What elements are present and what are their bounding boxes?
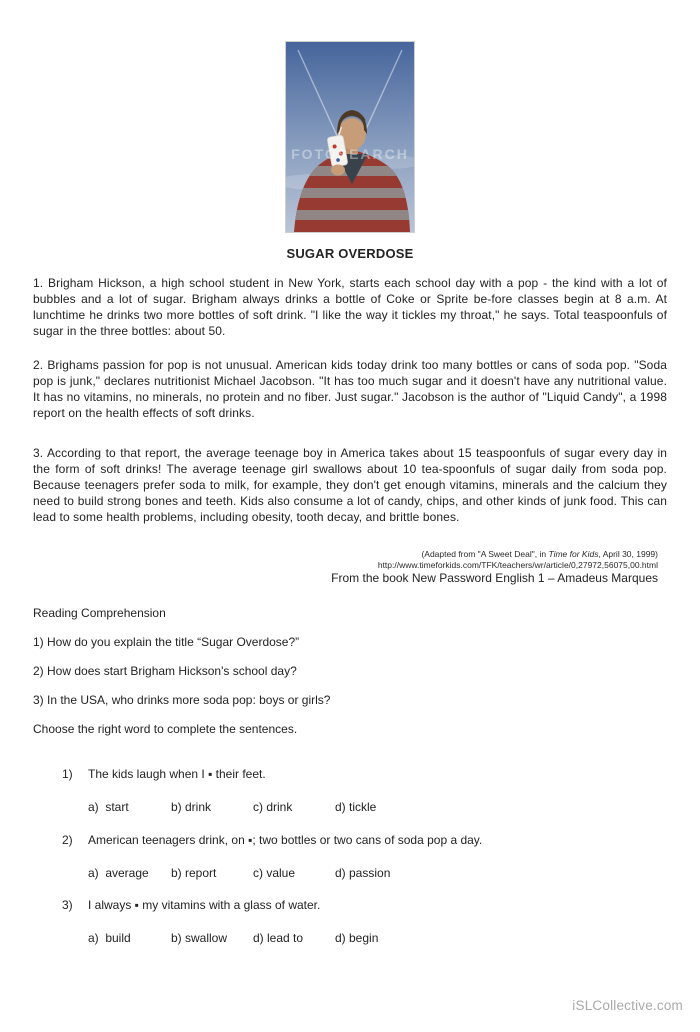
photo-illustration xyxy=(286,42,414,232)
mcq-item-1-option-c: c) drink xyxy=(253,800,293,814)
mcq-item-2-option-b: b) report xyxy=(171,866,217,880)
citation-source-title: Time for Kids xyxy=(548,549,599,559)
paragraph-2: 2. Brighams passion for pop is not unusual. American kids today drink too many bottles or cans of soda pop. "Soda pop is junk," declares nutritionist Michael Jacobson. "It has too much sugar and it doesn't have any nutritional value. It has no vitamins, no minerals, no protein and no fiber. Just sugar." Jacobson is the author of "Liquid Candy", a 1998 report on the health effects of soft drinks. xyxy=(33,358,667,420)
mcq-item-1-number: 1) xyxy=(62,767,73,781)
mcq-item-3-option-b: b) swallow xyxy=(171,931,228,945)
hand xyxy=(331,165,345,176)
citation-url: http://www.timeforkids.com/TFK/teachers/wr/article/0,27972,56075,00.html xyxy=(377,560,658,570)
mcq-item-2-options xyxy=(33,865,667,881)
paragraph-3: 3. According to that report, the average teenage boy in America takes about 15 teaspoonfuls of sugar every day in the form of soft drinks! The average teenage girl swallows about 10 tea-spoonfuls of sugar daily from soda pop. Because teenagers prefer soda to milk, for example, they don't get enough vitamins, minerals and the calcium they need to build strong bones and teeth. Kids also consume a lot of candy, chips, and other kinds of junk food. This can lead to some health problems, including obesity, tooth decay, and brittle bones. xyxy=(33,446,667,524)
mcq-item-2-number: 2) xyxy=(62,833,73,847)
citation-source-suffix: , April 30, 1999) xyxy=(598,549,658,559)
mcq-item-1-sentence: The kids laugh when I ▪ their feet. xyxy=(88,767,266,781)
page-title: SUGAR OVERDOSE xyxy=(286,246,414,261)
mcq-item-2-option-c: c) value xyxy=(253,866,296,880)
mcq-item-3-sentence: I always ▪ my vitamins with a glass of water. xyxy=(88,898,321,912)
mcq-item-2-option-d: d) passion xyxy=(335,866,391,880)
reading-question-3: 3) In the USA, who drinks more soda pop: boys or girls? xyxy=(33,693,331,707)
mcq-item-1-option-b: b) drink xyxy=(171,800,212,814)
mcq-item-1-option-d: d) tickle xyxy=(335,800,377,814)
reading-question-1: 1) How do you explain the title “Sugar Overdose?” xyxy=(33,635,300,649)
citation-source-prefix: (Adapted from "A Sweet Deal", in xyxy=(421,549,549,559)
mcq-item-1-options xyxy=(33,799,667,815)
citation-book: From the book New Password English 1 – Amadeus Marques xyxy=(331,571,658,585)
stock-photo xyxy=(285,41,415,233)
mcq-item-3-option-d: d) begin xyxy=(335,931,379,945)
mcq-item-1-option-a: a) start xyxy=(88,800,129,814)
worksheet-page xyxy=(0,41,700,946)
fotosearch-watermark: FOTOSEARCH xyxy=(291,146,409,162)
reading-comprehension-heading: Reading Comprehension xyxy=(33,606,166,620)
mcq-instruction: Choose the right word to complete the sentences. xyxy=(33,722,298,736)
citation-source xyxy=(33,549,658,560)
mcq-item-3-option-c: d) lead to xyxy=(253,931,304,945)
mcq-item-2-sentence: American teenagers drink, on ▪; two bottles or two cans of soda pop a day. xyxy=(88,833,483,847)
mcq-item-2-option-a: a) average xyxy=(88,866,149,880)
mcq-item-3-number: 3) xyxy=(62,898,73,912)
mcq-item-3-option-a: a) build xyxy=(88,931,131,945)
paragraph-1: 1. Brigham Hickson, a high school student in New York, starts each school day with a pop - the kind with a lot of bubbles and a lot of sugar. Brigham always drinks a bottle of Coke or Sprite be-fore classes begin at 8 a.m. At lunchtime he drinks two more bottles of soft drink. "I like the way it tickles my throat," he says. Total teaspoonfuls of sugar in the three bottles: about 50. xyxy=(33,276,667,338)
citation-block xyxy=(33,549,667,586)
islcollective-watermark[interactable]: iSLCollective.com xyxy=(572,998,683,1013)
mcq-item-3 xyxy=(33,897,667,913)
mcq-item-2 xyxy=(33,832,667,848)
mcq-item-1 xyxy=(33,766,667,782)
mcq-item-3-options xyxy=(33,930,667,946)
reading-question-2: 2) How does start Brigham Hickson's school day? xyxy=(33,664,297,678)
